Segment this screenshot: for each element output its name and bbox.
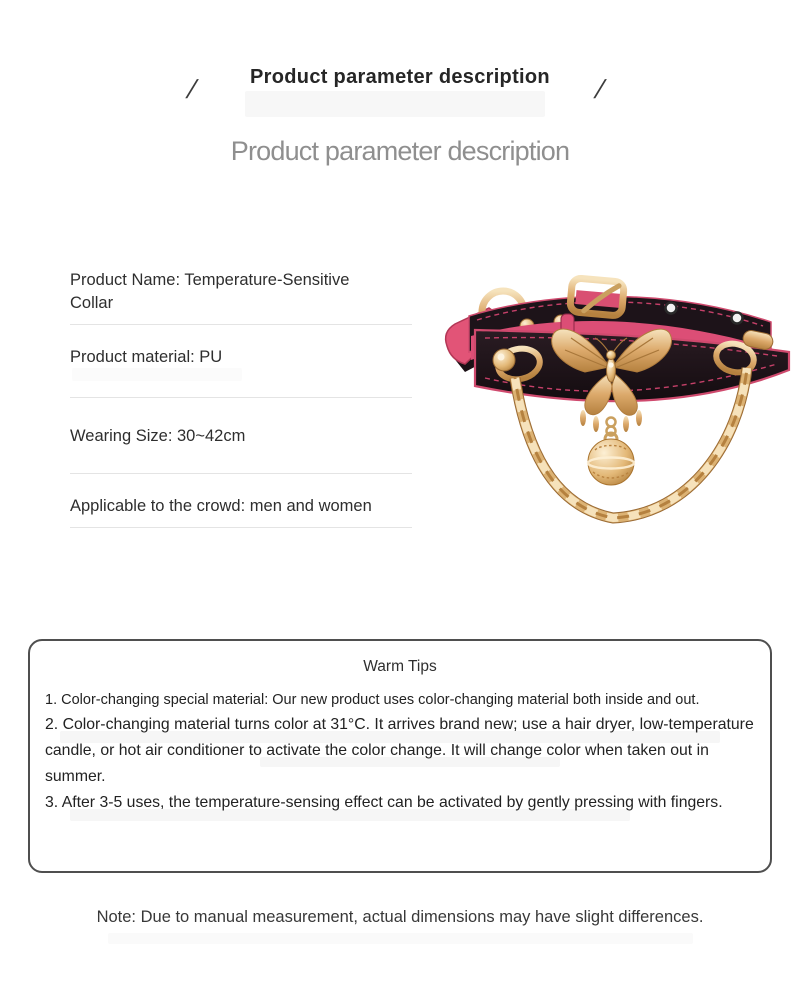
translation-overlay-artifact xyxy=(245,91,545,117)
warm-tip-3: 3. After 3-5 uses, the temperature-sensing effect can be activated by gently pressing with fingers. xyxy=(45,794,723,811)
translation-overlay-artifact xyxy=(72,368,242,381)
grommet-hole xyxy=(666,303,677,314)
decorative-slash-right: / xyxy=(593,74,606,104)
collar-illustration xyxy=(413,272,797,556)
divider xyxy=(70,527,412,528)
decorative-slash-left: / xyxy=(185,74,198,104)
spec-crowd: Applicable to the crowd: men and women xyxy=(70,497,372,515)
spec-size: Wearing Size: 30~42cm xyxy=(70,427,246,445)
warm-tip-2: 2. Color-changing material turns color at 31°C. It arrives brand new; use a hair dryer, low-temperature candle, or hot air conditioner to activate the color change. It will change color when taken out in summer. xyxy=(45,716,754,785)
spec-material: Product material: PU xyxy=(70,348,223,366)
spec-list xyxy=(70,269,412,528)
divider xyxy=(70,473,412,474)
warm-tips-list xyxy=(30,676,770,816)
divider xyxy=(70,324,412,325)
translation-overlay-artifact xyxy=(108,933,693,944)
measurement-note: Note: Due to manual measurement, actual dimensions may have slight differences. xyxy=(96,908,704,926)
grommet-hole xyxy=(732,313,743,324)
warm-tip-1: 1. Color-changing special material: Our new product uses color-changing material both inside and out. xyxy=(45,692,700,708)
warm-tips-box xyxy=(28,639,772,873)
page-title: Product parameter description xyxy=(250,66,550,88)
divider xyxy=(70,397,412,398)
warm-tips-title: Warm Tips xyxy=(363,658,437,675)
spec-product-name: Product Name: Temperature-Sensitive Collar xyxy=(70,271,350,312)
page-subtitle: Product parameter description xyxy=(230,136,570,166)
product-photo-collar[interactable] xyxy=(413,272,797,556)
tassel xyxy=(580,410,586,426)
